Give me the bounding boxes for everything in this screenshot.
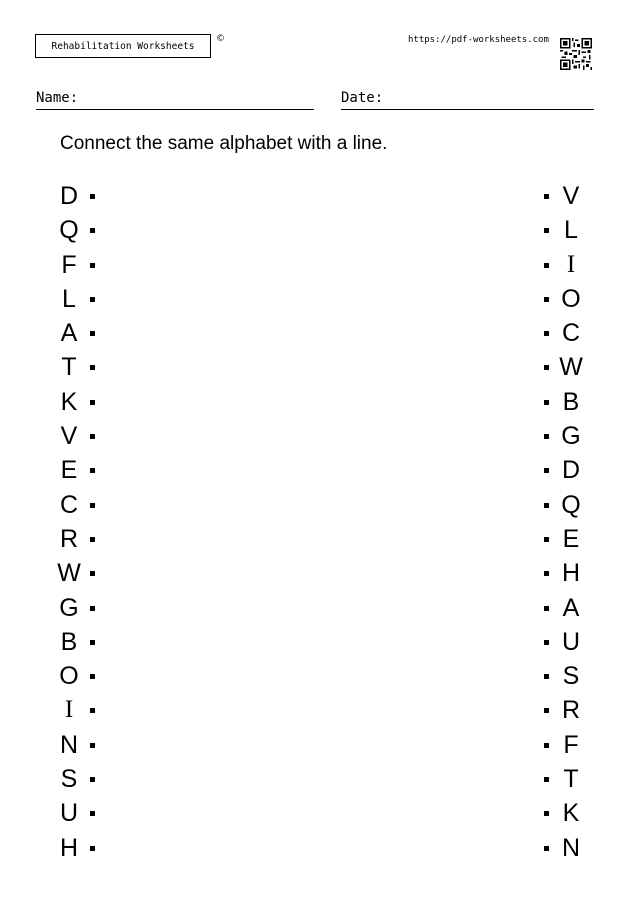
right-connect-dot[interactable]: [544, 640, 549, 645]
right-letter: U: [561, 627, 581, 656]
right-connect-dot[interactable]: [544, 503, 549, 508]
left-letter: T: [61, 353, 77, 382]
left-letter: N: [59, 730, 79, 759]
right-connect-dot[interactable]: [544, 571, 549, 576]
left-connect-dot[interactable]: [90, 503, 95, 508]
left-letter: V: [60, 422, 78, 451]
left-letter: W: [57, 559, 81, 588]
right-connect-dot[interactable]: [544, 365, 549, 370]
right-connect-dot[interactable]: [544, 606, 549, 611]
right-letter: F: [563, 730, 579, 759]
right-letter: N: [561, 833, 581, 862]
right-connect-dot[interactable]: [544, 777, 549, 782]
left-letter: L: [62, 284, 76, 313]
right-connect-dot[interactable]: [544, 743, 549, 748]
left-letter: G: [59, 593, 79, 622]
site-url[interactable]: https://pdf-worksheets.com: [408, 35, 549, 45]
date-field[interactable]: [341, 88, 594, 110]
right-connect-dot[interactable]: [544, 846, 549, 851]
left-connect-dot[interactable]: [90, 674, 95, 679]
left-letter: O: [59, 662, 79, 691]
left-connect-dot[interactable]: [90, 708, 95, 713]
left-connect-dot[interactable]: [90, 297, 95, 302]
left-connect-dot[interactable]: [90, 640, 95, 645]
left-letter: H: [59, 833, 79, 862]
right-connect-dot[interactable]: [544, 811, 549, 816]
left-letter: C: [59, 490, 79, 519]
right-letter: G: [561, 422, 581, 451]
right-letter: L: [564, 216, 578, 245]
right-connect-dot[interactable]: [544, 468, 549, 473]
right-letter: Q: [561, 490, 581, 519]
left-letter: I: [64, 696, 74, 724]
right-letter: O: [561, 284, 581, 313]
right-connect-dot[interactable]: [544, 708, 549, 713]
right-letter: R: [561, 696, 581, 725]
brand-title: Rehabilitation Worksheets: [51, 40, 195, 52]
right-letter: K: [562, 799, 580, 828]
left-connect-dot[interactable]: [90, 263, 95, 268]
right-letter: T: [563, 765, 579, 794]
right-connect-dot[interactable]: [544, 331, 549, 336]
right-connect-dot[interactable]: [544, 297, 549, 302]
left-connect-dot[interactable]: [90, 365, 95, 370]
left-connect-dot[interactable]: [90, 811, 95, 816]
left-letter: K: [60, 387, 78, 416]
left-letter: D: [59, 182, 79, 210]
brand-box: [35, 34, 211, 58]
left-connect-dot[interactable]: [90, 537, 95, 542]
instruction-text: Connect the same alphabet with a line.: [60, 133, 388, 154]
name-label: Name:: [36, 90, 79, 106]
right-letter: B: [562, 387, 580, 416]
name-field[interactable]: [36, 88, 314, 110]
right-letter: S: [562, 662, 580, 691]
qr-code-icon: [560, 38, 592, 70]
right-letter: V: [562, 182, 580, 210]
left-connect-dot[interactable]: [90, 777, 95, 782]
left-connect-dot[interactable]: [90, 846, 95, 851]
right-connect-dot[interactable]: [544, 400, 549, 405]
right-letter: C: [561, 319, 581, 348]
left-connect-dot[interactable]: [90, 228, 95, 233]
left-letter: E: [60, 456, 78, 485]
left-letter: Q: [59, 216, 79, 245]
right-letter: H: [561, 559, 581, 588]
left-connect-dot[interactable]: [90, 468, 95, 473]
left-letter: R: [59, 524, 79, 553]
left-connect-dot[interactable]: [90, 400, 95, 405]
left-letter: S: [60, 765, 78, 794]
date-label: Date:: [341, 90, 384, 106]
left-connect-dot[interactable]: [90, 743, 95, 748]
left-letter: F: [61, 250, 77, 279]
right-letter: W: [559, 353, 583, 382]
left-connect-dot[interactable]: [90, 606, 95, 611]
right-letter: D: [561, 456, 581, 485]
right-connect-dot[interactable]: [544, 228, 549, 233]
right-connect-dot[interactable]: [544, 263, 549, 268]
left-connect-dot[interactable]: [90, 434, 95, 439]
left-connect-dot[interactable]: [90, 194, 95, 199]
right-connect-dot[interactable]: [544, 434, 549, 439]
copyright-mark: ©: [216, 34, 225, 44]
right-letter: A: [562, 593, 580, 622]
left-letter: U: [59, 799, 79, 828]
left-letter: B: [60, 627, 78, 656]
right-connect-dot[interactable]: [544, 537, 549, 542]
left-connect-dot[interactable]: [90, 571, 95, 576]
right-connect-dot[interactable]: [544, 194, 549, 199]
left-connect-dot[interactable]: [90, 331, 95, 336]
right-connect-dot[interactable]: [544, 674, 549, 679]
left-letter: A: [60, 319, 78, 348]
right-letter: I: [566, 250, 576, 278]
right-letter: E: [562, 524, 580, 553]
